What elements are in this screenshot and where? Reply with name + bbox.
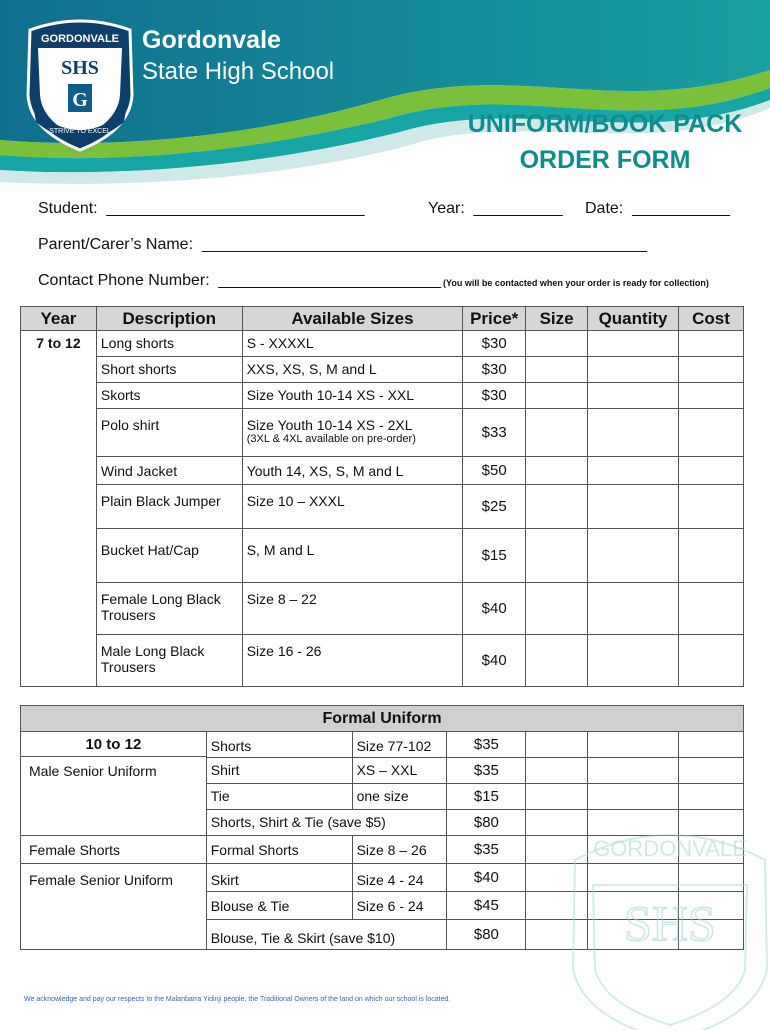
cost-input[interactable]: [679, 635, 744, 687]
year-cell: 7 to 12: [21, 331, 97, 687]
quantity-input[interactable]: [588, 583, 679, 635]
size-input[interactable]: [526, 457, 588, 485]
price-cell: $15: [463, 529, 526, 583]
parent-name-field[interactable]: Parent/Carer’s Name: __________________________________________________: [38, 236, 647, 253]
form-title-line2: ORDER FORM: [519, 146, 691, 174]
table-row: [21, 457, 744, 485]
cost-input[interactable]: [679, 758, 744, 784]
quantity-input[interactable]: [588, 357, 679, 383]
table-row: [21, 485, 744, 529]
formal-year: 10 to 12: [21, 732, 206, 757]
item-cell: Shorts, Shirt & Tie (save $5): [206, 810, 447, 836]
quantity-input[interactable]: [588, 529, 679, 583]
cost-input[interactable]: [679, 409, 744, 457]
desc-cell: Long shorts: [96, 331, 242, 357]
table-row: [21, 583, 744, 635]
watermark-crest-icon: [555, 800, 770, 1030]
desc-cell: Plain Black Jumper: [96, 485, 242, 529]
header-price: Price*: [463, 307, 526, 331]
school-name: Gordonvale: [142, 26, 281, 54]
quantity-input[interactable]: [588, 485, 679, 529]
table-row: [21, 383, 744, 409]
table-row: [21, 635, 744, 687]
size-input[interactable]: [526, 383, 588, 409]
quantity-input[interactable]: [588, 635, 679, 687]
form-title-line1: UNIFORM/BOOK PACK: [467, 110, 743, 138]
header-description: Description: [96, 307, 242, 331]
header-size: Size: [526, 307, 588, 331]
cost-input[interactable]: [679, 732, 744, 758]
sizes-note: (3XL & 4XL available on pre-order): [246, 433, 416, 445]
item-cell: Formal Shorts: [206, 836, 352, 864]
header-sizes: Available Sizes: [242, 307, 462, 331]
svg-text:STRIVE TO EXCEL: STRIVE TO EXCEL: [49, 128, 111, 135]
svg-text:SHS: SHS: [61, 57, 99, 79]
size-cell: Size 8 – 26: [352, 836, 447, 864]
price-cell: $33: [463, 409, 526, 457]
price-cell: $30: [463, 357, 526, 383]
table-row: [21, 409, 744, 457]
header-quantity: Quantity: [588, 307, 679, 331]
cost-input[interactable]: [679, 529, 744, 583]
desc-cell: Bucket Hat/Cap: [96, 529, 242, 583]
year-field[interactable]: Year: __________: [428, 200, 563, 217]
sizes-cell: Size Youth 10-14 XS - XXL: [242, 383, 462, 409]
price-cell: $35: [447, 732, 526, 758]
quantity-input[interactable]: [588, 383, 679, 409]
desc-cell: Wind Jacket: [96, 457, 242, 485]
size-input[interactable]: [526, 758, 588, 784]
phone-note: (You will be contacted when your order is ready for collection): [443, 278, 709, 288]
quantity-input[interactable]: [588, 457, 679, 485]
sizes-cell: S - XXXXL: [242, 331, 462, 357]
quantity-input[interactable]: [588, 331, 679, 357]
price-cell: $40: [447, 864, 526, 892]
male-senior-label: Male Senior Uniform: [29, 763, 157, 779]
price-cell: $15: [447, 784, 526, 810]
sizes-text: Size Youth 10-14 XS - 2XL: [246, 417, 413, 433]
formal-title-row: [21, 706, 744, 732]
price-cell: $35: [447, 836, 526, 864]
item-cell: Skirt: [206, 864, 352, 892]
size-input[interactable]: [526, 409, 588, 457]
size-input[interactable]: [526, 357, 588, 383]
item-cell: Shirt: [206, 758, 352, 784]
female-shorts-label: Female Shorts: [21, 836, 207, 864]
form-title: [440, 106, 770, 178]
price-cell: $80: [447, 920, 526, 950]
size-input[interactable]: [526, 331, 588, 357]
size-input[interactable]: [526, 529, 588, 583]
desc-cell: Male Long Black Trousers: [96, 635, 242, 687]
size-cell: Size 4 - 24: [352, 864, 447, 892]
desc-cell: Short shorts: [96, 357, 242, 383]
item-cell: Shorts: [206, 732, 352, 758]
price-cell: $45: [447, 892, 526, 920]
price-cell: $40: [463, 635, 526, 687]
desc-cell: Skorts: [96, 383, 242, 409]
header-year: Year: [21, 307, 97, 331]
cost-input[interactable]: [679, 357, 744, 383]
formal-uniform-title: Formal Uniform: [21, 706, 744, 732]
sizes-cell: [242, 409, 462, 457]
price-cell: $30: [463, 331, 526, 357]
cost-input[interactable]: [679, 331, 744, 357]
svg-text:GORDONVALE: GORDONVALE: [40, 33, 120, 45]
sizes-cell: XXS, XS, S, M and L: [242, 357, 462, 383]
price-cell: $40: [463, 583, 526, 635]
svg-text:SHS: SHS: [624, 895, 716, 951]
size-cell: one size: [352, 784, 447, 810]
svg-text:G: G: [72, 89, 88, 111]
item-cell: Blouse & Tie: [206, 892, 352, 920]
sizes-cell: S, M and L: [242, 529, 462, 583]
date-field[interactable]: Date: ___________: [585, 200, 731, 217]
table-header: [21, 307, 744, 331]
size-cell: Size 77-102: [352, 732, 447, 758]
male-group-cell: [21, 732, 207, 836]
student-field[interactable]: Student: _____________________________: [38, 200, 365, 217]
cost-input[interactable]: [679, 485, 744, 529]
price-cell: $80: [447, 810, 526, 836]
table-row: [21, 357, 744, 383]
sizes-cell: Size 16 - 26: [242, 635, 462, 687]
sizes-cell: Youth 14, XS, S, M and L: [242, 457, 462, 485]
cost-input[interactable]: [679, 383, 744, 409]
price-cell: $25: [463, 485, 526, 529]
item-cell: Tie: [206, 784, 352, 810]
size-cell: XS – XXL: [352, 758, 447, 784]
size-cell: Size 6 - 24: [352, 892, 447, 920]
cost-input[interactable]: [679, 583, 744, 635]
table-row: [21, 331, 744, 357]
header-cost: Cost: [679, 307, 744, 331]
size-input[interactable]: [526, 635, 588, 687]
size-input[interactable]: [526, 583, 588, 635]
phone-field[interactable]: Contact Phone Number: _________________________: [38, 272, 441, 289]
female-senior-label: Female Senior Uniform: [21, 864, 207, 950]
price-cell: $30: [463, 383, 526, 409]
footer-acknowledgement: We acknowledge and pay our respects to the Malanbarra Yidinji people, the Traditional Owners of the land on which our school is located.: [24, 996, 451, 1003]
quantity-input[interactable]: [588, 732, 679, 758]
svg-text:GORDONVALE: GORDONVALE: [593, 836, 747, 861]
quantity-input[interactable]: [588, 758, 679, 784]
school-subtitle: State High School: [142, 58, 335, 85]
cost-input[interactable]: [679, 457, 744, 485]
table-row: [21, 732, 744, 758]
size-input[interactable]: [526, 485, 588, 529]
desc-cell: Female Long Black Trousers: [96, 583, 242, 635]
size-input[interactable]: [526, 732, 588, 758]
quantity-input[interactable]: [588, 409, 679, 457]
price-cell: $35: [447, 758, 526, 784]
item-cell: Blouse, Tie & Skirt (save $10): [206, 920, 447, 950]
price-cell: $50: [463, 457, 526, 485]
sizes-cell: Size 8 – 22: [242, 583, 462, 635]
sizes-cell: Size 10 – XXXL: [242, 485, 462, 529]
desc-cell: Polo shirt: [96, 409, 242, 457]
uniform-table: [20, 306, 744, 687]
table-row: [21, 529, 744, 583]
